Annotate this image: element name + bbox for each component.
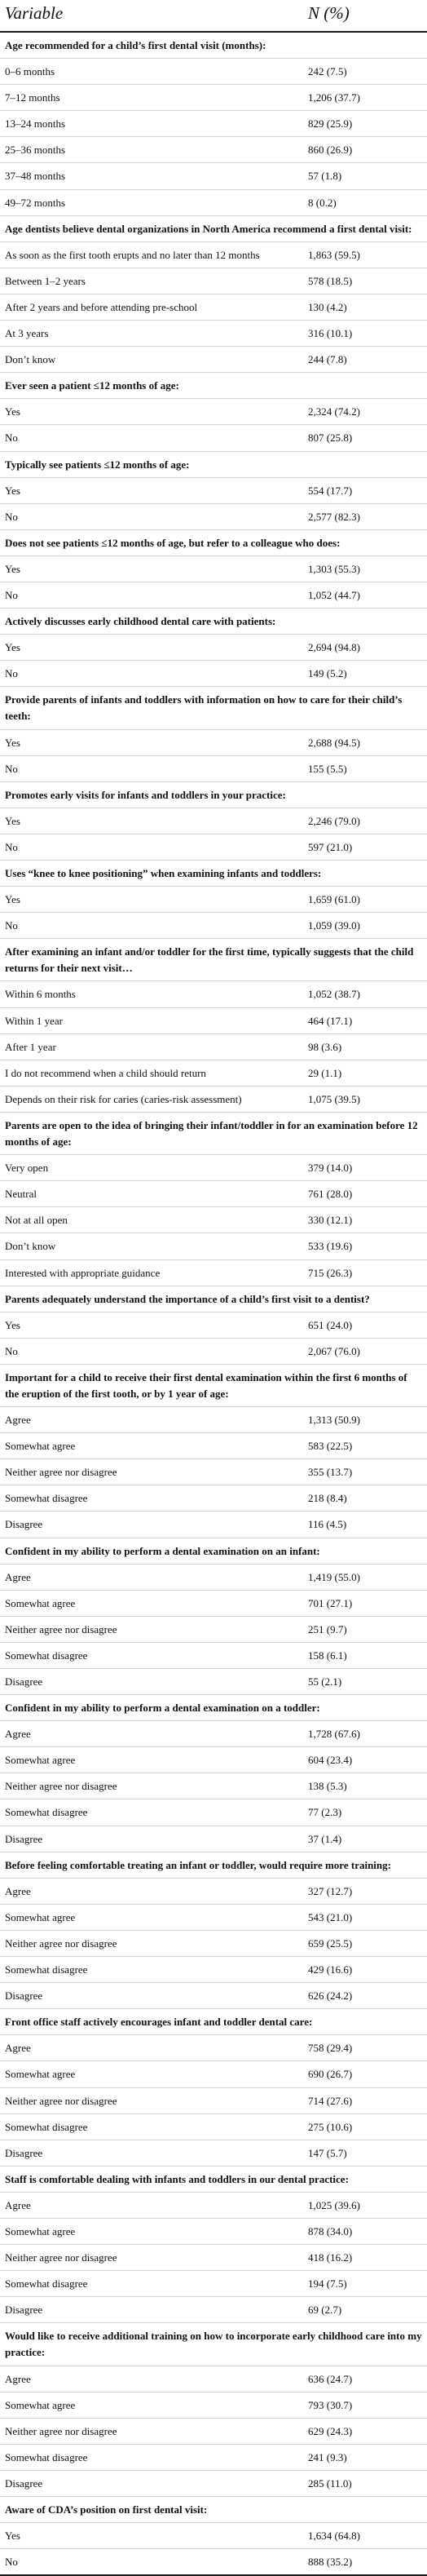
response-count: 1,052 (38.7)	[308, 988, 360, 1001]
table-row	[0, 137, 427, 163]
response-label: After 1 year	[5, 1040, 56, 1053]
response-count: 2,694 (94.8)	[308, 641, 360, 654]
table-row	[0, 1721, 427, 1747]
section-header-row	[0, 1538, 427, 1564]
response-count: 626 (24.2)	[308, 1990, 353, 2003]
response-count: 533 (19.6)	[308, 1240, 353, 1253]
response-count: 69 (2.7)	[308, 2304, 342, 2317]
table-row	[0, 1407, 427, 1433]
response-count: 158 (6.1)	[308, 1649, 347, 1662]
table-row	[0, 635, 427, 661]
table-row	[0, 1930, 427, 1956]
response-count: 761 (28.0)	[308, 1188, 353, 1201]
table-row	[0, 1459, 427, 1485]
table-body	[0, 32, 427, 2575]
response-label: Yes	[5, 2530, 20, 2543]
table-row	[0, 189, 427, 215]
section-title: Provide parents of infants and toddlers with information on how to care for their child’s teeth:	[5, 693, 403, 723]
response-label: Don’t know	[5, 1240, 56, 1253]
table-row	[0, 1259, 427, 1286]
section-title: Front office staff actively encourages infant and toddler dental care:	[5, 2016, 313, 2029]
table-row	[0, 1485, 427, 1512]
response-count: 418 (16.2)	[308, 2251, 353, 2264]
response-label: Disagree	[5, 1990, 43, 2003]
response-count: 8 (0.2)	[308, 196, 337, 209]
response-count: 578 (18.5)	[308, 274, 353, 287]
response-label: Neither agree nor disagree	[5, 2094, 117, 2107]
response-label: Yes	[5, 641, 20, 654]
table-row	[0, 1007, 427, 1033]
response-count: 285 (11.0)	[308, 2476, 352, 2490]
response-label: Somewhat disagree	[5, 2450, 88, 2463]
section-title: Would like to receive additional training on how to incorporate early childhood care into my practice:	[5, 2330, 422, 2359]
response-count: 1,419 (55.0)	[308, 1570, 360, 1583]
response-count: 888 (35.2)	[308, 2556, 353, 2569]
response-label: Neither agree nor disagree	[5, 1622, 117, 1635]
response-count: 2,246 (79.0)	[308, 814, 360, 827]
section-header-row	[0, 609, 427, 635]
response-count: 316 (10.1)	[308, 327, 353, 340]
section-header-row	[0, 2497, 427, 2523]
response-label: No	[5, 588, 18, 601]
response-count: 1,863 (59.5)	[308, 248, 360, 261]
response-count: 379 (14.0)	[308, 1162, 353, 1175]
response-count: 860 (26.9)	[308, 144, 353, 157]
response-count: 275 (10.6)	[308, 2120, 353, 2133]
response-count: 2,688 (94.5)	[308, 736, 360, 749]
response-count: 758 (29.4)	[308, 2042, 353, 2055]
response-count: 464 (17.1)	[308, 1014, 353, 1027]
response-count: 77 (2.3)	[308, 1806, 342, 1819]
response-label: Somewhat disagree	[5, 2277, 88, 2291]
table-row	[0, 1773, 427, 1799]
response-count: 554 (17.7)	[308, 484, 353, 497]
response-label: Disagree	[5, 2146, 43, 2159]
section-title: Important for a child to receive their first dental examination within the first 6 months of the eruption of the first tooth, or by 1 year of age:	[5, 1370, 407, 1400]
response-count: 1,025 (39.6)	[308, 2198, 360, 2211]
response-label: Yes	[5, 484, 20, 497]
section-title: Before feeling comfortable treating an infant or toddler, would require more training:	[5, 1858, 391, 1871]
response-label: Somewhat disagree	[5, 1649, 88, 1662]
table-row	[0, 111, 427, 137]
response-count: 149 (5.2)	[308, 667, 347, 680]
response-label: Neither agree nor disagree	[5, 1466, 117, 1479]
table-row	[0, 755, 427, 781]
section-header-row	[0, 529, 427, 555]
table-row	[0, 1669, 427, 1695]
response-count: 1,052 (44.7)	[308, 588, 360, 601]
response-count: 690 (26.7)	[308, 2068, 353, 2081]
response-count: 1,313 (50.9)	[308, 1414, 360, 1427]
table-row	[0, 2297, 427, 2323]
table-row	[0, 2087, 427, 2113]
response-label: After 2 years and before attending pre-school	[5, 300, 198, 313]
response-label: No	[5, 1344, 18, 1357]
response-count: 130 (4.2)	[308, 300, 347, 313]
table-row	[0, 1878, 427, 1904]
response-count: 138 (5.3)	[308, 1780, 347, 1793]
table-row	[0, 661, 427, 687]
response-label: Agree	[5, 1414, 31, 1427]
response-count: 878 (34.0)	[308, 2224, 353, 2237]
response-label: Neither agree nor disagree	[5, 1780, 117, 1793]
response-label: Disagree	[5, 1518, 43, 1531]
table-row	[0, 59, 427, 85]
table-row	[0, 1086, 427, 1112]
table-row	[0, 1826, 427, 1852]
response-count: 651 (24.0)	[308, 1318, 353, 1331]
section-header-row	[0, 781, 427, 808]
response-label: Disagree	[5, 2304, 43, 2317]
response-label: Agree	[5, 1570, 31, 1583]
response-label: No	[5, 667, 18, 680]
response-label: No	[5, 510, 18, 523]
table-row	[0, 981, 427, 1007]
table-row	[0, 1233, 427, 1259]
response-label: 7–12 months	[5, 91, 60, 104]
table-row	[0, 2245, 427, 2271]
response-label: Depends on their risk for caries (caries-risk assessment)	[5, 1092, 242, 1105]
response-count: 244 (7.8)	[308, 353, 347, 366]
table-row	[0, 913, 427, 939]
table-row	[0, 1181, 427, 1207]
response-label: Agree	[5, 2372, 31, 2385]
response-label: No	[5, 2556, 18, 2569]
table-row	[0, 1616, 427, 1642]
table-row	[0, 1564, 427, 1590]
section-header-row	[0, 32, 427, 59]
table-row	[0, 1433, 427, 1459]
response-label: Somewhat agree	[5, 2398, 76, 2411]
table-row	[0, 555, 427, 582]
response-label: Disagree	[5, 1675, 43, 1688]
response-count: 629 (24.3)	[308, 2424, 353, 2437]
table-row	[0, 1642, 427, 1668]
table-row	[0, 1207, 427, 1233]
response-count: 155 (5.5)	[308, 762, 347, 775]
table-row	[0, 1060, 427, 1086]
table-row	[0, 808, 427, 834]
section-header-row	[0, 1112, 427, 1154]
section-title: Parents adequately understand the importance of a child’s first visit to a dentist?	[5, 1292, 370, 1305]
response-count: 715 (26.3)	[308, 1266, 353, 1279]
table-row	[0, 294, 427, 320]
table-row	[0, 2035, 427, 2061]
section-title: Age recommended for a child’s first dental visit (months):	[5, 39, 266, 51]
section-header-row	[0, 2323, 427, 2366]
section-header-row	[0, 373, 427, 399]
response-count: 218 (8.4)	[308, 1492, 347, 1505]
table-row	[0, 2271, 427, 2297]
section-title: Actively discusses early childhood dental care with patients:	[5, 615, 276, 628]
response-label: Yes	[5, 814, 20, 827]
section-header-row	[0, 687, 427, 729]
response-label: Somewhat disagree	[5, 1492, 88, 1505]
response-label: 0–6 months	[5, 65, 55, 78]
section-header-row	[0, 861, 427, 887]
table-row	[0, 2549, 427, 2576]
table-row	[0, 2366, 427, 2392]
table-row	[0, 1590, 427, 1616]
section-title: Confident in my ability to perform a dental examination on an infant:	[5, 1544, 320, 1557]
section-title: After examining an infant and/or toddler for the first time, typically suggests that the child returns for their next visit…	[5, 945, 414, 975]
table-row	[0, 1338, 427, 1364]
table-header-row	[0, 0, 427, 32]
variable-column-header: Variable	[5, 3, 64, 23]
response-label: Yes	[5, 405, 20, 418]
response-count: 57 (1.8)	[308, 170, 342, 183]
response-label: Agree	[5, 1884, 31, 1897]
response-label: Within 1 year	[5, 1014, 63, 1027]
section-title: Does not see patients ≤12 months of age, but refer to a colleague who does:	[5, 536, 341, 549]
table-row	[0, 887, 427, 913]
response-count: 583 (22.5)	[308, 1440, 353, 1453]
response-label: No	[5, 432, 18, 445]
table-row	[0, 425, 427, 451]
response-label: As soon as the first tooth erupts and no later than 12 months	[5, 248, 260, 261]
table-row	[0, 2523, 427, 2549]
response-label: Somewhat disagree	[5, 1963, 88, 1976]
table-row	[0, 321, 427, 347]
response-count: 659 (25.5)	[308, 1936, 353, 1950]
response-count: 604 (23.4)	[308, 1754, 353, 1767]
response-label: Yes	[5, 893, 20, 906]
table-row	[0, 582, 427, 608]
response-label: Don’t know	[5, 353, 56, 366]
section-title: Parents are open to the idea of bringing their infant/toddler in for an examination before 12 months of age:	[5, 1118, 418, 1149]
table-row	[0, 399, 427, 425]
table-row	[0, 2470, 427, 2496]
response-label: 13–24 months	[5, 117, 66, 131]
response-count: 194 (7.5)	[308, 2277, 347, 2291]
response-count: 1,659 (61.0)	[308, 893, 360, 906]
response-count: 807 (25.8)	[308, 432, 353, 445]
section-header-row	[0, 2009, 427, 2035]
response-count: 29 (1.1)	[308, 1066, 342, 1079]
section-title: Aware of CDA’s position on first dental visit:	[5, 2503, 208, 2516]
response-count: 55 (2.1)	[308, 1675, 342, 1688]
section-header-row	[0, 2166, 427, 2192]
table-row	[0, 85, 427, 111]
table-row	[0, 1312, 427, 1338]
response-label: Yes	[5, 562, 20, 575]
section-header-row	[0, 1364, 427, 1406]
table-row	[0, 1957, 427, 1983]
response-label: Neither agree nor disagree	[5, 2251, 117, 2264]
section-title: Staff is comfortable dealing with infants and toddlers in our dental practice:	[5, 2172, 349, 2185]
response-label: I do not recommend when a child should return	[5, 1066, 206, 1079]
response-count: 714 (27.6)	[308, 2094, 353, 2107]
response-count: 636 (24.7)	[308, 2372, 353, 2385]
table-row	[0, 2113, 427, 2140]
response-count: 241 (9.3)	[308, 2450, 347, 2463]
response-label: Agree	[5, 1728, 31, 1741]
response-count: 597 (21.0)	[308, 840, 353, 853]
response-label: Interested with appropriate guidance	[5, 1266, 161, 1279]
count-percent-column-header: N (%)	[308, 3, 350, 23]
section-header-row	[0, 215, 427, 241]
response-count: 251 (9.7)	[308, 1622, 347, 1635]
response-label: Neutral	[5, 1188, 37, 1201]
response-count: 98 (3.6)	[308, 1040, 342, 1053]
response-label: Somewhat disagree	[5, 2120, 88, 2133]
response-count: 793 (30.7)	[308, 2398, 353, 2411]
response-label: No	[5, 762, 18, 775]
response-label: Somewhat agree	[5, 1910, 76, 1923]
response-label: Within 6 months	[5, 988, 76, 1001]
response-label: At 3 years	[5, 327, 49, 340]
response-count: 1,303 (55.3)	[308, 562, 360, 575]
table-row	[0, 1983, 427, 2009]
table-row	[0, 2218, 427, 2244]
table-row	[0, 1033, 427, 1060]
response-count: 355 (13.7)	[308, 1466, 353, 1479]
response-count: 327 (12.7)	[308, 1884, 353, 1897]
table-row	[0, 2140, 427, 2166]
response-label: Somewhat disagree	[5, 1806, 88, 1819]
response-count: 429 (16.6)	[308, 1963, 353, 1976]
table-row	[0, 729, 427, 755]
response-label: No	[5, 840, 18, 853]
response-label: Somewhat agree	[5, 2068, 76, 2081]
section-title: Promotes early visits for infants and toddlers in your practice:	[5, 788, 286, 801]
table-row	[0, 268, 427, 294]
table-row	[0, 2192, 427, 2218]
response-count: 2,324 (74.2)	[308, 405, 360, 418]
section-title: Ever seen a patient ≤12 months of age:	[5, 379, 179, 392]
table-row	[0, 503, 427, 529]
section-title: Uses “knee to knee positioning” when examining infants and toddlers:	[5, 867, 322, 879]
response-label: Between 1–2 years	[5, 274, 86, 287]
response-label: Somewhat agree	[5, 2224, 76, 2237]
response-label: Yes	[5, 736, 20, 749]
response-count: 1,206 (37.7)	[308, 91, 360, 104]
section-header-row	[0, 939, 427, 981]
response-label: No	[5, 919, 18, 932]
response-label: Agree	[5, 2198, 31, 2211]
response-label: 25–36 months	[5, 144, 66, 157]
response-count: 147 (5.7)	[308, 2146, 347, 2159]
response-label: Very open	[5, 1162, 49, 1175]
response-count: 829 (25.9)	[308, 117, 353, 131]
response-label: Somewhat agree	[5, 1754, 76, 1767]
table-row	[0, 1512, 427, 1538]
section-title: Confident in my ability to perform a dental examination on a toddler:	[5, 1702, 320, 1715]
response-label: Disagree	[5, 2476, 43, 2490]
table-row	[0, 1799, 427, 1826]
response-count: 1,059 (39.0)	[308, 919, 360, 932]
response-count: 116 (4.5)	[308, 1518, 347, 1531]
table-row	[0, 2061, 427, 2087]
section-header-row	[0, 1695, 427, 1721]
section-title: Typically see patients ≤12 months of age:	[5, 458, 190, 471]
table-row	[0, 347, 427, 373]
response-label: 49–72 months	[5, 196, 66, 209]
response-label: Disagree	[5, 1832, 43, 1845]
table-row	[0, 2392, 427, 2418]
response-count: 37 (1.4)	[308, 1832, 342, 1845]
section-header-row	[0, 1286, 427, 1312]
table-row	[0, 163, 427, 189]
section-header-row	[0, 1852, 427, 1878]
response-label: Somewhat agree	[5, 1440, 76, 1453]
response-count: 1,728 (67.6)	[308, 1728, 360, 1741]
response-count: 242 (7.5)	[308, 65, 347, 78]
table-row	[0, 1904, 427, 1930]
table-row	[0, 834, 427, 860]
response-count: 2,067 (76.0)	[308, 1344, 360, 1357]
response-count: 701 (27.1)	[308, 1596, 353, 1609]
response-count: 2,577 (82.3)	[308, 510, 360, 523]
section-title: Age dentists believe dental organizations in North America recommend a first dental visit:	[5, 222, 412, 235]
response-label: Neither agree nor disagree	[5, 1936, 117, 1950]
response-label: Yes	[5, 1318, 20, 1331]
table-row	[0, 1747, 427, 1773]
section-header-row	[0, 451, 427, 477]
table-row	[0, 241, 427, 268]
response-label: Agree	[5, 2042, 31, 2055]
response-label: Somewhat agree	[5, 1596, 76, 1609]
table-row	[0, 1155, 427, 1181]
table-row	[0, 2444, 427, 2470]
response-count: 543 (21.0)	[308, 1910, 353, 1923]
response-label: Not at all open	[5, 1214, 68, 1227]
response-label: 37–48 months	[5, 170, 66, 183]
table-row	[0, 477, 427, 503]
response-count: 1,634 (64.8)	[308, 2530, 360, 2543]
response-count: 330 (12.1)	[308, 1214, 353, 1227]
response-label: Neither agree nor disagree	[5, 2424, 117, 2437]
table-row	[0, 2418, 427, 2444]
response-count: 1,075 (39.5)	[308, 1092, 360, 1105]
